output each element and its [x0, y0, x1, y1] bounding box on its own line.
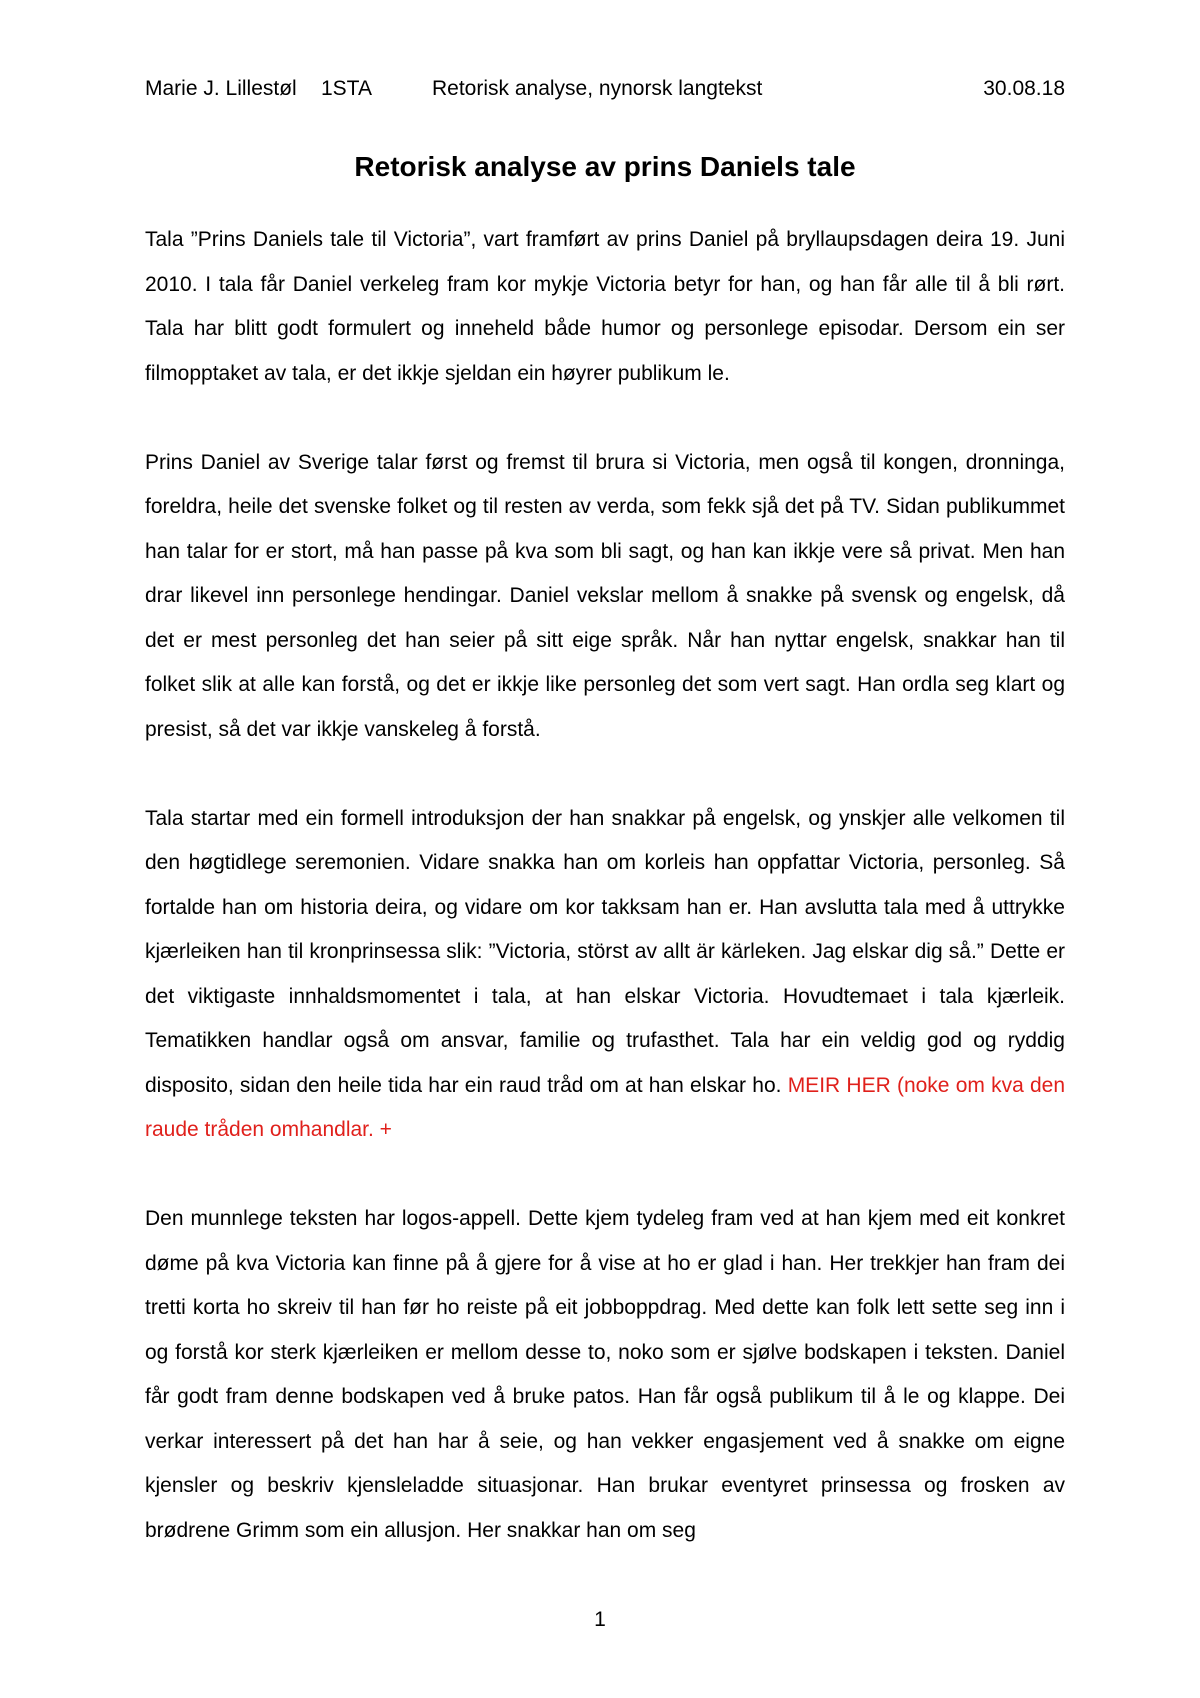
header-date: 30.08.18: [983, 77, 1065, 100]
header-author: Marie J. Lillestøl: [145, 77, 297, 100]
header-class: 1STA: [321, 77, 372, 100]
paragraph-text: Prins Daniel av Sverige talar først og fremst til brura si Victoria, men også til kongen, dronninga, foreldra, heile det svenske folket og til resten av verda, som fekk sjå det på TV. Sidan publikummet han talar for er stort, må han passe på kva som bli sagt, og han kan ikkje vere så privat. Men han drar likevel inn personlege hendingar. Daniel vekslar mellom å snakke på svensk og engelsk, då det er mest personleg det han seier på sitt eige språk. Når han nyttar engelsk, snakkar han til folket slik at alle kan forstå, og det er ikkje like personleg det som vert sagt. Han ordla seg klart og presist, så det var ikkje vanskeleg å forstå.: [145, 450, 1065, 741]
page-header: [145, 72, 1065, 106]
document-body: [145, 218, 1065, 1598]
paragraph-text: Den munnlege teksten har logos-appell. Dette kjem tydeleg fram ved at han kjem med eit konkret døme på kva Victoria kan finne på å gjere for å vise at ho er glad i han. Her trekkjer han fram dei tretti korta ho skreiv til han før ho reiste på eit jobboppdrag. Med dette kan folk lett sette seg inn i og forstå kor sterk kjærleiken er mellom desse to, noko som er sjølve bodskapen i teksten. Daniel får godt fram denne bodskapen ved å bruke patos. Han får også publikum til å le og klappe. Dei verkar interessert på det han har å seie, og han vekker engasjement ved å snakke om eigne kjensler og beskriv kjensleladde situasjonar. Han brukar eventyret prinsessa og frosken av brødrene Grimm som ein allusjon. Her snakkar han om seg: [145, 1207, 1065, 1542]
document-title: Retorisk analyse av prins Daniels tale: [354, 151, 856, 182]
paragraph-structure: [145, 797, 1065, 1153]
paragraph-audience: [145, 441, 1065, 753]
paragraph-intro: [145, 218, 1065, 396]
paragraph-text: Tala startar med ein formell introduksjon der han snakkar på engelsk, og ynskjer alle velkomen til den høgtidlege seremonien. Vidare snakka han om korleis han oppfattar Victoria, personleg. Så fortalde han om historia deira, og vidare om kor takksam han er. Han avslutta tala med å uttrykke kjærleiken han til kronprinsessa slik: ”Victoria, störst av allt är kärleken. Jag elskar dig så.” Dette er det viktigaste innhaldsmomentet i tala, at han elskar Victoria. Hovudtemaet i tala kjærleik. Tematikken handlar også om ansvar, familie og trufasthet. Tala har ein veldig god og ryddig disposito, sidan den heile tida har ein raud tråd om at han elskar ho.: [145, 806, 1065, 1097]
header-assignment: Retorisk analyse, nynorsk langtekst: [432, 77, 763, 100]
page-number: 1: [594, 1608, 606, 1631]
paragraph-appeal: [145, 1197, 1065, 1553]
editor-note: MEIR HER (noke om kva den raude tråden omhandlar. +: [145, 1073, 1066, 1141]
paragraph-text: Tala ”Prins Daniels tale til Victoria”, vart framført av prins Daniel på bryllaupsdagen deira 19. Juni 2010. I tala får Daniel verkeleg fram kor mykje Victoria betyr for han, og han får alle til å bli rørt. Tala har blitt godt formulert og inneheld både humor og personlege episodar. Dersom ein ser filmopptaket av tala, er det ikkje sjeldan ein høyrer publikum le.: [145, 228, 1065, 385]
